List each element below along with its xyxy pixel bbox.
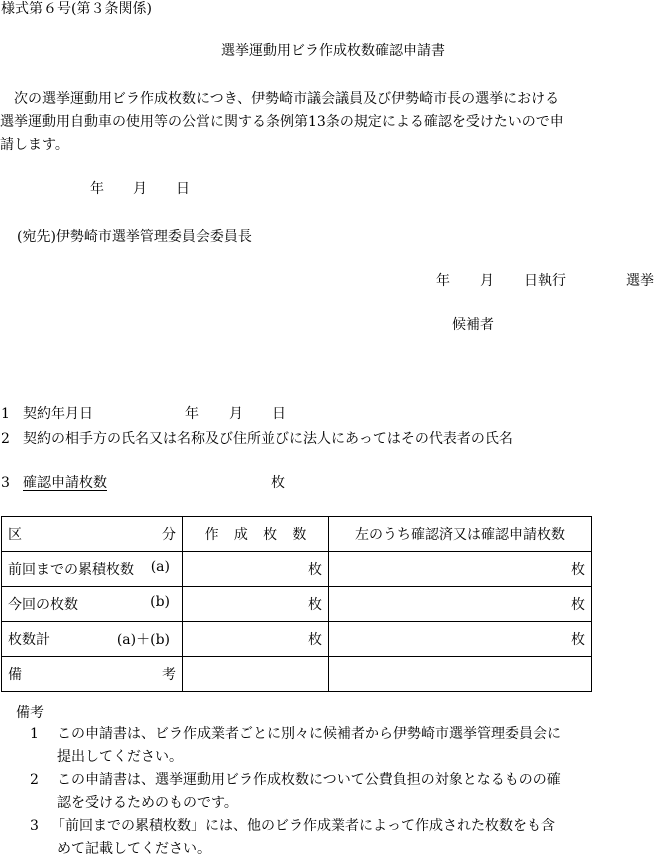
note-number: 3 [30, 818, 39, 834]
table-row [2, 587, 592, 622]
requested-count-unit: 枚 [271, 475, 285, 491]
item-number: 1 [1, 406, 10, 422]
remarks-char: 備 [8, 667, 22, 683]
candidate-label: 候補者 [452, 317, 494, 333]
note-line: 提出してください。 [57, 749, 183, 765]
election-month: 月 [480, 273, 494, 289]
contract-party-label: 契約の相手方の氏名又は名称及び住所並びに法人にあってはその代表者の氏名 [23, 431, 513, 447]
item-number: 3 [1, 475, 10, 491]
row-label-text: 今回の枚数 [8, 597, 78, 613]
contract-year: 年 [185, 406, 199, 422]
note-number: 1 [30, 726, 39, 742]
row-label-text: 枚数計 [8, 632, 50, 648]
made-count-cell[interactable]: 枚 [183, 622, 329, 657]
header-made-char: 作 [204, 527, 219, 543]
election-year: 年 [436, 273, 450, 289]
header-made-char: 成 [233, 527, 248, 543]
contract-month: 月 [229, 406, 243, 422]
contract-date-label: 契約年月日 [23, 406, 93, 422]
header-category-char: 区 [8, 527, 22, 543]
item-number: 2 [1, 431, 10, 447]
header-category [2, 517, 183, 552]
date-month: 月 [133, 181, 147, 197]
remarks-row [2, 657, 592, 692]
header-category-char: 分 [162, 527, 176, 543]
remarks-label [2, 657, 183, 692]
form-number: 様式第６号(第３条関係) [1, 1, 152, 17]
note-line: めて記載してください。 [57, 841, 211, 857]
note-line: この申請書は、ビラ作成業者ごとに別々に候補者から伊勢崎市選挙管理委員会に [57, 726, 561, 742]
contract-day: 日 [272, 406, 286, 422]
made-count-cell[interactable]: 枚 [183, 587, 329, 622]
row-label [2, 622, 183, 657]
date-year: 年 [90, 181, 104, 197]
row-label [2, 552, 183, 587]
header-confirmed-count: 左のうち確認済又は確認申請枚数 [329, 517, 592, 552]
made-count-cell[interactable]: 枚 [183, 552, 329, 587]
confirmed-count-cell[interactable]: 枚 [329, 552, 592, 587]
election-label: 選挙 [626, 273, 654, 289]
row-label [2, 587, 183, 622]
intro-line: 請します。 [0, 137, 69, 153]
row-label-suffix: (b) [150, 594, 170, 610]
confirmed-count-cell[interactable]: 枚 [329, 622, 592, 657]
row-label-text: 前回までの累積枚数 [8, 562, 134, 578]
row-label-suffix: (a) [150, 559, 170, 575]
table-row [2, 552, 592, 587]
document-title: 選挙運動用ビラ作成枚数確認申請書 [221, 43, 445, 59]
note-line: 認を受けるためのものです。 [57, 795, 238, 811]
note-line: この申請書は、選挙運動用ビラ作成枚数について公費負担の対象となるものの確 [57, 772, 561, 788]
remarks-char: 考 [162, 667, 176, 683]
header-made-char: 枚 [263, 527, 278, 543]
addressee: (宛先)伊勢崎市選挙管理委員会委員長 [17, 229, 252, 245]
requested-count-label: 確認申請枚数 [23, 475, 107, 491]
requested-count-line [23, 474, 285, 492]
notes-heading: 備考 [16, 705, 44, 721]
date-day: 日 [176, 181, 190, 197]
intro-line: 選挙運動用自動車の使用等の公営に関する条例第13条の規定による確認を受けたいので申 [0, 114, 564, 130]
sheet-count-table [1, 516, 592, 692]
intro-paragraph [0, 88, 600, 157]
table-header-row [2, 517, 592, 552]
intro-line: 次の選挙運動用ビラ作成枚数につき、伊勢崎市議会議員及び伊勢崎市長の選挙における [0, 91, 560, 107]
election-day-executed: 日執行 [524, 273, 566, 289]
header-made-count [183, 517, 329, 552]
table-row [2, 622, 592, 657]
row-label-suffix: (a)＋(b) [116, 632, 170, 648]
remarks-confirmed-cell[interactable] [329, 657, 592, 692]
note-number: 2 [30, 772, 39, 788]
header-made-char: 数 [292, 527, 307, 543]
remarks-made-cell[interactable] [183, 657, 329, 692]
note-line: 「前回までの累積枚数」には、他のビラ作成業者によって作成された枚数をも含 [51, 818, 555, 834]
confirmed-count-cell[interactable]: 枚 [329, 587, 592, 622]
